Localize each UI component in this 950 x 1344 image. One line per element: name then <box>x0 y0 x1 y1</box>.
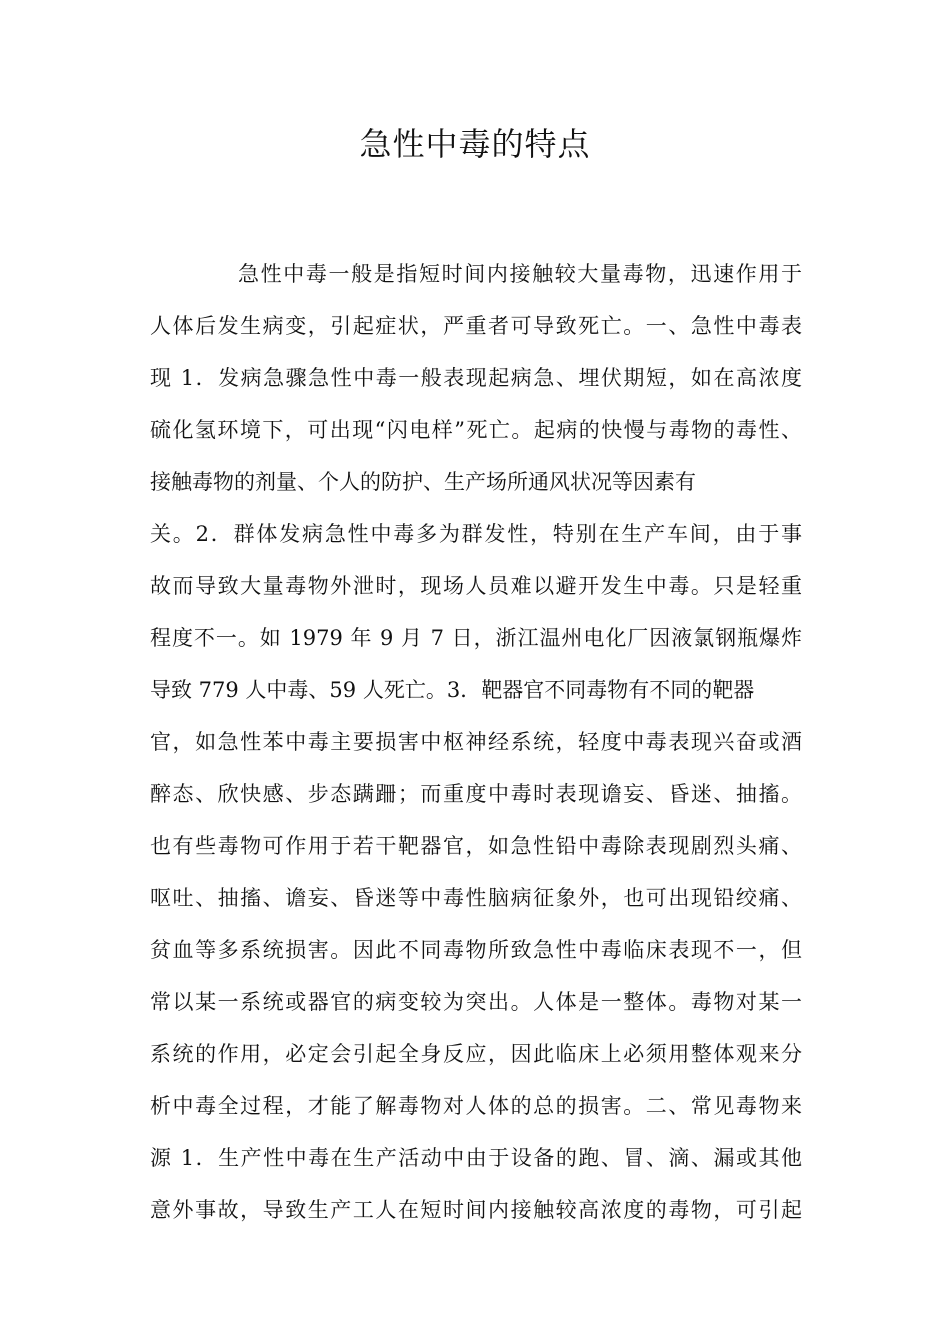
paragraph-line: 故而导致大量毒物外泄时，现场人员难以避开发生中毒。只是轻重 <box>150 574 802 598</box>
document-body <box>150 248 802 1236</box>
paragraph-line: 程度不一。如 1979 年 9 月 7 日，浙江温州电化厂因液氯钢瓶爆炸 <box>150 626 802 650</box>
paragraph-line: 关。2．群体发病急性中毒多为群发性，特别在生产车间，由于事 <box>150 522 802 546</box>
paragraph-line: 人体后发生病变，引起症状，严重者可导致死亡。一、急性中毒表 <box>150 314 802 338</box>
paragraph-line: 源 1．生产性中毒在生产活动中由于设备的跑、冒、滴、漏或其他 <box>150 1146 802 1170</box>
paragraph-line: 官，如急性苯中毒主要损害中枢神经系统，轻度中毒表现兴奋或酒 <box>150 730 802 754</box>
paragraph-line: 也有些毒物可作用于若干靶器官，如急性铅中毒除表现剧烈头痛、 <box>150 834 802 858</box>
paragraph-line: 系统的作用，必定会引起全身反应，因此临床上必须用整体观来分 <box>150 1042 802 1066</box>
paragraph-line: 呕吐、抽搐、谵妄、昏迷等中毒性脑病征象外，也可出现铅绞痛、 <box>150 886 802 910</box>
paragraph-line: 意外事故，导致生产工人在短时间内接触较高浓度的毒物，可引起 <box>150 1198 802 1222</box>
paragraph-line: 醉态、欣快感、步态蹒跚；而重度中毒时表现谵妄、昏迷、抽搐。 <box>150 782 802 806</box>
paragraph-line: 贫血等多系统损害。因此不同毒物所致急性中毒临床表现不一，但 <box>150 938 802 962</box>
paragraph-line: 导致 779 人中毒、59 人死亡。3．靶器官不同毒物有不同的靶器 <box>150 678 755 702</box>
paragraph-line: 现 1．发病急骤急性中毒一般表现起病急、埋伏期短，如在高浓度 <box>150 366 802 390</box>
paragraph-line: 接触毒物的剂量、个人的防护、生产场所通风状况等因素有 <box>150 470 696 494</box>
paragraph-line: 常以某一系统或器官的病变较为突出。人体是一整体。毒物对某一 <box>150 990 802 1014</box>
paragraph-line: 急性中毒一般是指短时间内接触较大量毒物，迅速作用于 <box>238 262 802 286</box>
paragraph-line: 析中毒全过程，才能了解毒物对人体的总的损害。二、常见毒物来 <box>150 1094 802 1118</box>
paragraph-line: 硫化氢环境下，可出现“闪电样”死亡。起病的快慢与毒物的毒性、 <box>150 418 802 442</box>
document-title: 急性中毒的特点 <box>359 125 591 163</box>
